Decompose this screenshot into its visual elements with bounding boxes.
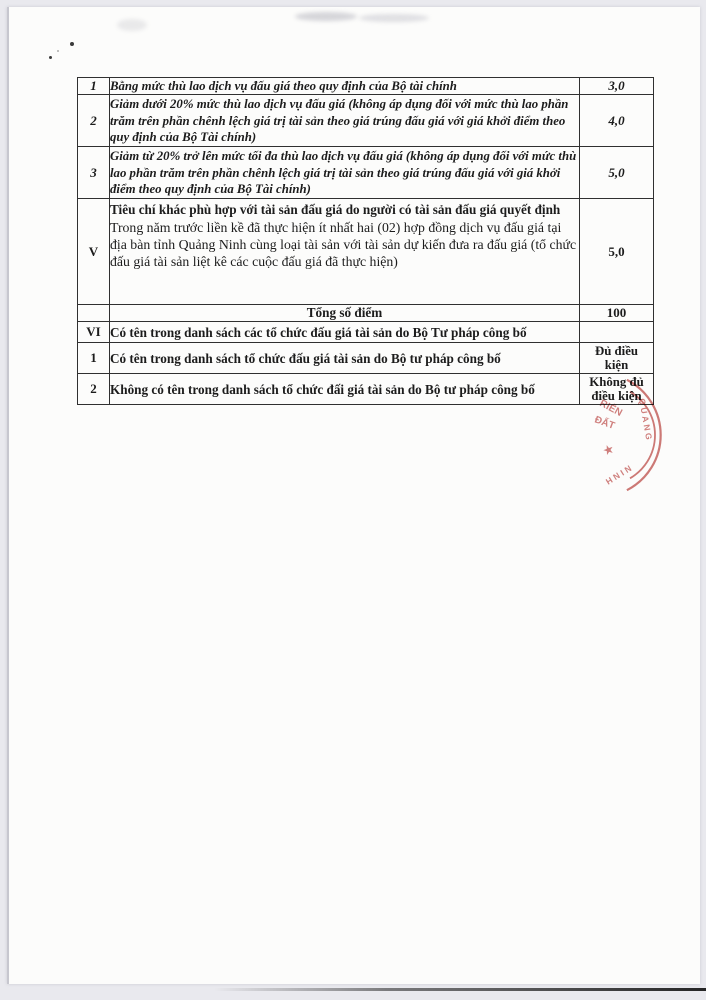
total-label: Tổng số điểm (110, 305, 580, 322)
scan-smudge (295, 12, 357, 21)
table-row-section-v (78, 199, 654, 305)
row-number: 3 (78, 147, 110, 199)
criteria-table (77, 77, 654, 405)
criterion-text: Không có tên trong danh sách tổ chức đấi giá tài sản do Bộ tư pháp công bố (110, 374, 580, 405)
table-row-total (78, 305, 654, 322)
table-row-criterion-2 (78, 95, 654, 147)
scan-smudge (117, 19, 147, 31)
criterion-text: Giảm từ 20% trở lên mức tối đa thù lao dịch vụ đấu giá (không áp dụng đối với mức thù lao phần trăm trên phần chênh lệch giá trị tài sản theo giá trúng đấu giá với giá khởi điểm theo quy định của Bộ Tài chính) (110, 147, 580, 199)
section-v-paragraph: Trong năm trước liền kề đã thực hiện ít nhất hai (02) hợp đồng dịch vụ đấu giá tại địa bàn tỉnh Quảng Ninh cùng loại tài sản với tài sản dự kiến đưa ra đấu giá (tổ chức đấu giá tài sản liệt kê các cuộc đấu giá đã thực hiện) (110, 219, 577, 269)
score-value: 5,0 (580, 147, 654, 199)
table-row-criterion-1 (78, 78, 654, 95)
stamp-star-icon: ★ (601, 443, 616, 458)
page-bottom-edge-shadow (214, 988, 706, 991)
section-v-heading: Tiêu chí khác phù hợp với tài sản đấu giá do người có tài sản đấu giá quyết định (110, 202, 561, 218)
row-number: VI (78, 322, 110, 343)
table-row-criterion-3 (78, 147, 654, 199)
scan-smudge (359, 14, 429, 22)
criterion-text: Bằng mức thù lao dịch vụ đấu giá theo quy định của Bộ tài chính (110, 78, 580, 95)
score-value (580, 322, 654, 343)
row-number: 2 (78, 95, 110, 147)
official-stamp (577, 373, 706, 513)
ink-speck (70, 42, 74, 46)
row-number: 1 (78, 78, 110, 95)
stamp-arc-word-quang: QUANG (637, 397, 655, 443)
table-row-section-vi (78, 322, 654, 343)
table-row-not-listed (78, 374, 654, 405)
score-value: 3,0 (580, 78, 654, 95)
total-score: 100 (580, 305, 654, 322)
document-page (7, 7, 700, 984)
criterion-text: Có tên trong danh sách tổ chức đấu giá tài sản do Bộ tư pháp công bố (110, 343, 580, 374)
row-number: V (78, 199, 110, 305)
criterion-text: Có tên trong danh sách các tổ chức đấu giá tài sản do Bộ Tư pháp công bố (110, 322, 580, 343)
ink-speck (49, 56, 52, 59)
row-number: 1 (78, 343, 110, 374)
table-row-listed (78, 343, 654, 374)
stamp-text-fragment-2: ĐẤT (592, 414, 617, 432)
criterion-text: Giảm dưới 20% mức thù lao dịch vụ đấu giá (không áp dụng đối với mức thù lao phần trăm trên phần chênh lệch giá trị tài sản theo giá trúng đấu giá với giá khởi điểm theo quy định của Bộ Tài chính) (110, 95, 580, 147)
score-value: 5,0 (580, 199, 654, 305)
stamp-arc-word-ninh: NINH (601, 463, 634, 489)
ink-speck (57, 50, 59, 52)
score-value: 4,0 (580, 95, 654, 147)
empty-cell (78, 305, 110, 322)
criterion-text (110, 199, 580, 305)
stamp-text-fragment-1: RIỂN (597, 397, 624, 419)
row-number: 2 (78, 374, 110, 405)
qualification-value: Không đủ điều kiện (580, 374, 654, 405)
qualification-value: Đủ điều kiện (580, 343, 654, 374)
